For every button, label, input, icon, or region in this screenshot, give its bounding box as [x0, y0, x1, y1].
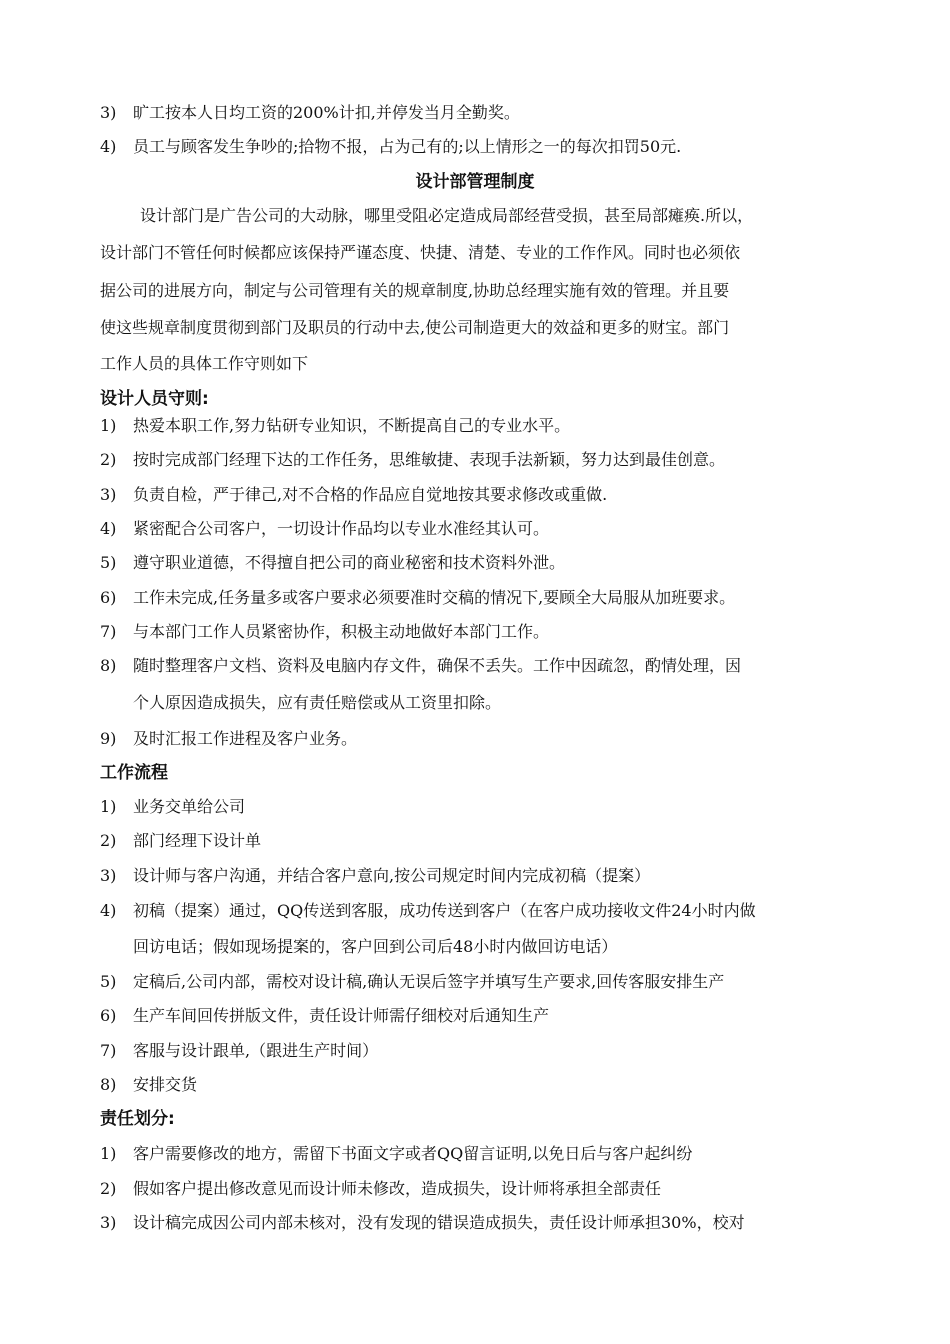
list-item-text: 客服与设计跟单,（跟进生产时间）	[133, 1041, 379, 1060]
workflow-heading: 工作流程	[100, 763, 168, 783]
list-item-text: 安排交货	[133, 1075, 198, 1094]
list-item-continuation: 回访电话；假如现场提案的，客户回到公司后48小时内做回访电话）	[133, 937, 618, 956]
list-item-text: 与本部门工作人员紧密协作，积极主动地做好本部门工作。	[133, 622, 550, 641]
intro-paragraph-line: 据公司的进展方向，制定与公司管理有关的规章制度,协助总经理实施有效的管理。并且要	[100, 281, 730, 300]
list-item-text: 假如客户提出修改意见而设计师未修改，造成损失，设计师将承担全部责任	[133, 1179, 662, 1198]
list-item-continuation: 个人原因造成损失，应有责任赔偿或从工资里扣除。	[133, 693, 502, 712]
list-number: 3)	[100, 866, 117, 885]
list-item-text: 生产车间回传拼版文件，责任设计师需仔细校对后通知生产	[133, 1006, 550, 1025]
list-number: 7)	[100, 1041, 117, 1060]
list-number: 2)	[100, 1179, 117, 1198]
list-item-text: 工作未完成,任务量多或客户要求必须要准时交稿的情况下,要顾全大局服从加班要求。	[133, 588, 736, 607]
list-number: 6)	[100, 1006, 117, 1025]
list-number: 6)	[100, 588, 117, 607]
list-number: 9)	[100, 729, 117, 748]
intro-paragraph-line: 设计部门是广告公司的大动脉，哪里受阻必定造成局部经营受损，甚至局部瘫痪.所以，	[140, 206, 754, 225]
list-item-text: 负责自检，严于律己,对不合格的作品应自觉地按其要求修改或重做.	[133, 485, 608, 504]
list-number: 1)	[100, 797, 117, 816]
list-number: 7)	[100, 622, 117, 641]
list-number: 1)	[100, 416, 117, 435]
list-number: 8)	[100, 656, 117, 675]
list-item-text: 旷工按本人日均工资的200%计扣,并停发当月全勤奖。	[133, 103, 520, 122]
list-number: 3)	[100, 485, 117, 504]
list-number: 4)	[100, 901, 117, 920]
list-number: 2)	[100, 831, 117, 850]
intro-paragraph-line: 工作人员的具体工作守则如下	[100, 354, 309, 373]
list-item-text: 设计师与客户沟通，并结合客户意向,按公司规定时间内完成初稿（提案）	[133, 866, 651, 885]
list-number: 3)	[100, 1213, 117, 1232]
list-number: 8)	[100, 1075, 117, 1094]
list-number: 5)	[100, 972, 117, 991]
list-item-text: 紧密配合公司客户，一切设计作品均以专业水准经其认可。	[133, 519, 550, 538]
intro-paragraph-line: 设计部门不管任何时候都应该保持严谨态度、快捷、清楚、专业的工作作风。同时也必须依	[100, 243, 741, 262]
list-item-text: 热爱本职工作,努力钻研专业知识，不断提高自己的专业水平。	[133, 416, 571, 435]
list-item-text: 部门经理下设计单	[133, 831, 262, 850]
list-number: 4)	[100, 519, 117, 538]
list-number: 1)	[100, 1144, 117, 1163]
list-item-text: 设计稿完成因公司内部未核对，没有发现的错误造成损失，责任设计师承担30%，校对	[133, 1213, 745, 1232]
list-item-text: 随时整理客户文档、资料及电脑内存文件，确保不丢失。工作中因疏忽，酌情处理，因	[133, 656, 742, 675]
list-item-text: 业务交单给公司	[133, 797, 246, 816]
list-item-text: 初稿（提案）通过，QQ传送到客服，成功传送到客户（在客户成功接收文件24小时内做	[133, 901, 756, 920]
list-item-text: 遵守职业道德，不得擅自把公司的商业秘密和技术资料外泄。	[133, 553, 566, 572]
list-number: 4)	[100, 137, 117, 156]
list-item-text: 定稿后,公司内部，需校对设计稿,确认无误后签字并填写生产要求,回传客服安排生产	[133, 972, 725, 991]
rules-heading: 设计人员守则:	[100, 389, 209, 409]
list-number: 3)	[100, 103, 117, 122]
list-item-text: 按时完成部门经理下达的工作任务，思维敏捷、表现手法新颖，努力达到最佳创意。	[133, 450, 726, 469]
list-item-text: 员工与顾客发生争吵的;拾物不报，占为己有的;以上情形之一的每次扣罚50元.	[133, 137, 682, 156]
list-number: 5)	[100, 553, 117, 572]
list-item-text: 及时汇报工作进程及客户业务。	[133, 729, 358, 748]
intro-paragraph-line: 使这些规章制度贯彻到部门及职员的行动中去,使公司制造更大的效益和更多的财宝。部门	[100, 318, 730, 337]
responsibility-heading: 责任划分:	[100, 1109, 175, 1129]
list-number: 2)	[100, 450, 117, 469]
list-item-text: 客户需要修改的地方，需留下书面文字或者QQ留言证明,以免日后与客户起纠纷	[133, 1144, 693, 1163]
section-title: 设计部管理制度	[415, 172, 535, 192]
